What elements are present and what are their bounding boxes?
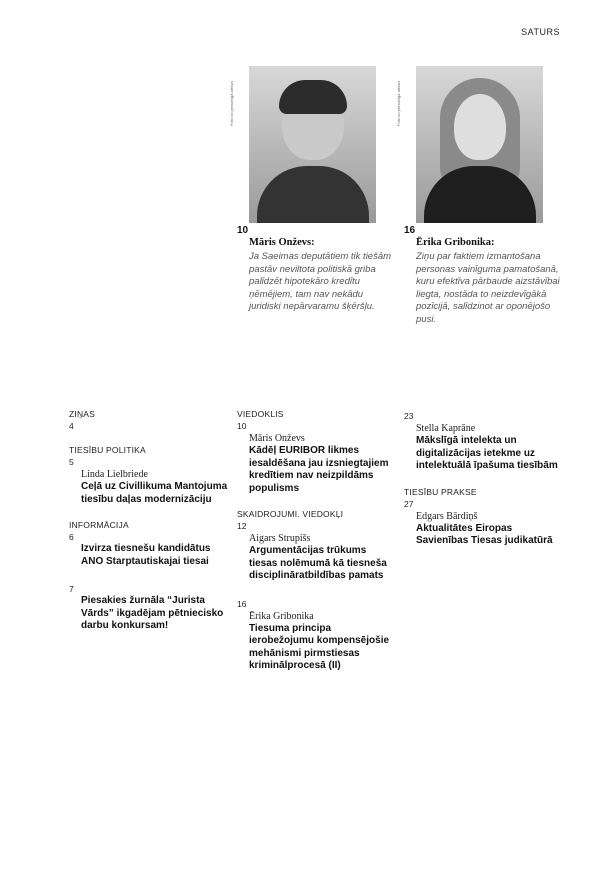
- article-author: Stella Kaprāne: [416, 423, 476, 434]
- toc-column-3: [404, 409, 564, 548]
- article-title[interactable]: Piesakies žurnāla “Jurista Vārds” ikgadējam pētniecisko darbu konkursam!: [81, 595, 224, 631]
- photo-credit: Foto no personīgā arhīva: [229, 81, 234, 126]
- article-author: Edgars Bārdiņš: [416, 510, 478, 522]
- page-number[interactable]: 10: [237, 421, 247, 431]
- section-label: TIESĪBU PRAKSE: [404, 486, 477, 497]
- page-number[interactable]: 6: [69, 532, 74, 542]
- article-author: Ērika Gribonika: [249, 610, 314, 622]
- article-author: Linda Lielbriede: [81, 469, 148, 480]
- section-label: VIEDOKLIS: [237, 409, 284, 419]
- article-title[interactable]: Izvirza tiesnešu kandidātus ANO Starptautiskajai tiesai: [81, 543, 211, 567]
- page-number[interactable]: 4: [69, 421, 74, 431]
- article-title[interactable]: Ceļā uz Civillikuma Mantojuma tiesību daļas modernizāciju: [81, 481, 228, 505]
- section-label: INFORMĀCIJA: [69, 520, 129, 530]
- feature-name: Ērika Gribonika:: [416, 237, 495, 248]
- toc-column-2: [237, 409, 397, 673]
- section-label: TIESĪBU POLITIKA: [69, 445, 146, 455]
- section-label: SKAIDROJUMI. VIEDOKĻI: [237, 509, 344, 519]
- feature-page-number: 16: [404, 225, 416, 236]
- page-number[interactable]: 7: [69, 584, 74, 594]
- page-number[interactable]: 23: [404, 411, 414, 421]
- article-title[interactable]: Mākslīgā intelekta un digitalizācijas ietekme uz intelektuālā īpašuma tiesībām: [416, 435, 558, 471]
- article-title[interactable]: Kādēļ EURIBOR likmes iesaldēšana jau izsniegtajiem kredītiem nav neizpildāms populisms: [249, 445, 389, 494]
- article-author: Māris Onževs: [249, 433, 305, 444]
- page-number[interactable]: 27: [404, 498, 414, 509]
- article-author: Aigars Strupišs: [249, 533, 311, 544]
- feature-gribonika[interactable]: [396, 66, 564, 326]
- article-title[interactable]: Aktualitātes Eiropas Savienības Tiesas judikatūrā: [416, 522, 553, 546]
- article-title[interactable]: Tiesuma principa ierobežojumu kompensējošie mehānismi pirmstiesas kriminālprocesā (II): [249, 622, 390, 671]
- feature-name: Māris Onževs:: [249, 237, 315, 248]
- section-header: SATURS: [521, 27, 560, 37]
- feature-page-number: 10: [237, 225, 249, 236]
- portrait-photo: [416, 66, 543, 223]
- portrait-photo: [249, 66, 376, 223]
- page-number[interactable]: 12: [237, 521, 247, 531]
- article-title[interactable]: Argumentācijas trūkums tiesas nolēmumā kā tiesneša disciplināratbildības pamats: [249, 545, 387, 581]
- feature-quote: Ja Saeimas deputātiem tik tiešām pastāv neviltota politiskā griba palīdzēt hipotekāro kredītu ņēmējiem, tam nav nekādu juridiski nepārvaramu šķēršļu.: [249, 251, 392, 312]
- photo-credit: Foto no personīgā arhīva: [396, 81, 401, 126]
- toc-column-1: [69, 409, 229, 633]
- feature-onzevs[interactable]: [229, 66, 397, 314]
- page-number[interactable]: 16: [237, 598, 247, 609]
- page-number[interactable]: 5: [69, 457, 74, 467]
- feature-quote: Ziņu par faktiem izmantošana personas vainīguma pamatošanā, kuru efektīva pārbaude aizstāvībai liegta, nostāda to neizdevīgākā pozīcijā, salīdzinot ar oponējošo pusi.: [416, 251, 560, 325]
- section-label: ZIŅAS: [69, 409, 96, 419]
